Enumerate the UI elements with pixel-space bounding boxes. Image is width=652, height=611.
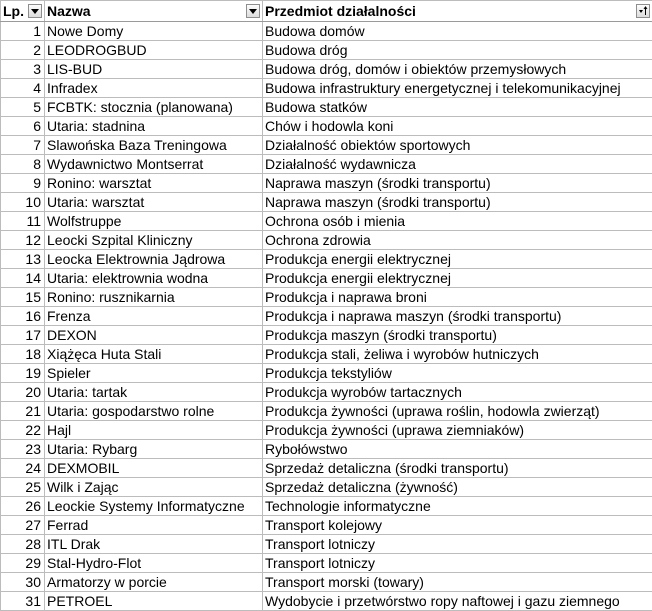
przedmiot-sort-filter-icon[interactable] <box>636 4 650 18</box>
cell-przedmiot[interactable]: Produkcja energii elektrycznej <box>263 250 652 269</box>
table-row <box>1 497 652 516</box>
cell-przedmiot[interactable]: Produkcja wyrobów tartacznych <box>263 383 652 402</box>
cell-przedmiot[interactable]: Produkcja energii elektrycznej <box>263 269 652 288</box>
table-row <box>1 79 652 98</box>
table-row <box>1 117 652 136</box>
cell-lp[interactable]: 25 <box>1 478 45 497</box>
cell-lp[interactable]: 27 <box>1 516 45 535</box>
cell-lp[interactable]: 23 <box>1 440 45 459</box>
cell-przedmiot[interactable]: Naprawa maszyn (środki transportu) <box>263 193 652 212</box>
cell-lp[interactable]: 28 <box>1 535 45 554</box>
table-row <box>1 573 652 592</box>
cell-przedmiot[interactable]: Technologie informatyczne <box>263 497 652 516</box>
cell-lp[interactable]: 29 <box>1 554 45 573</box>
cell-lp[interactable]: 11 <box>1 212 45 231</box>
cell-nazwa[interactable]: PETROEL <box>45 592 263 611</box>
table-row <box>1 440 652 459</box>
cell-nazwa[interactable]: Leocka Elektrownia Jądrowa <box>45 250 263 269</box>
cell-przedmiot[interactable]: Produkcja tekstyliów <box>263 364 652 383</box>
cell-lp[interactable]: 16 <box>1 307 45 326</box>
cell-przedmiot[interactable]: Produkcja żywności (uprawa ziemniaków) <box>263 421 652 440</box>
cell-lp[interactable]: 26 <box>1 497 45 516</box>
table-row <box>1 554 652 573</box>
nazwa-filter-dropdown-icon[interactable] <box>246 4 260 18</box>
cell-lp[interactable]: 13 <box>1 250 45 269</box>
column-header-przedmiot <box>263 1 652 22</box>
cell-nazwa[interactable]: Utaria: gospodarstwo rolne <box>45 402 263 421</box>
cell-przedmiot[interactable]: Transport lotniczy <box>263 554 652 573</box>
cell-lp[interactable]: 5 <box>1 98 45 117</box>
cell-nazwa[interactable]: Utaria: warsztat <box>45 193 263 212</box>
cell-lp[interactable]: 19 <box>1 364 45 383</box>
cell-nazwa[interactable]: Xiążęca Huta Stali <box>45 345 263 364</box>
cell-przedmiot[interactable]: Ochrona zdrowia <box>263 231 652 250</box>
header-row <box>1 1 652 22</box>
cell-przedmiot[interactable]: Chów i hodowla koni <box>263 117 652 136</box>
cell-nazwa[interactable]: Utaria: tartak <box>45 383 263 402</box>
cell-lp[interactable]: 10 <box>1 193 45 212</box>
cell-lp[interactable]: 15 <box>1 288 45 307</box>
table-row <box>1 592 652 611</box>
cell-przedmiot[interactable]: Budowa dróg, domów i obiektów przemysłowych <box>263 60 652 79</box>
cell-nazwa[interactable]: LEODROGBUD <box>45 41 263 60</box>
cell-przedmiot[interactable]: Produkcja i naprawa maszyn (środki transportu) <box>263 307 652 326</box>
table-row <box>1 535 652 554</box>
cell-przedmiot[interactable]: Budowa statków <box>263 98 652 117</box>
cell-przedmiot[interactable]: Wydobycie i przetwórstwo ropy naftowej i gazu ziemnego <box>263 592 652 611</box>
cell-lp[interactable]: 21 <box>1 402 45 421</box>
cell-nazwa[interactable]: Wilk i Zając <box>45 478 263 497</box>
cell-nazwa[interactable]: Leockie Systemy Informatyczne <box>45 497 263 516</box>
cell-przedmiot[interactable]: Transport kolejowy <box>263 516 652 535</box>
cell-lp[interactable]: 1 <box>1 22 45 41</box>
cell-przedmiot[interactable]: Rybołówstwo <box>263 440 652 459</box>
column-header-nazwa <box>45 1 263 22</box>
cell-nazwa[interactable]: DEXMOBIL <box>45 459 263 478</box>
table-row <box>1 193 652 212</box>
table-row <box>1 22 652 41</box>
table-row <box>1 231 652 250</box>
cell-nazwa[interactable]: ITL Drak <box>45 535 263 554</box>
table-row <box>1 136 652 155</box>
table-row <box>1 269 652 288</box>
table-row <box>1 421 652 440</box>
cell-lp[interactable]: 3 <box>1 60 45 79</box>
cell-przedmiot[interactable]: Produkcja stali, żeliwa i wyrobów hutniczych <box>263 345 652 364</box>
cell-nazwa[interactable]: FCBTK: stocznia (planowana) <box>45 98 263 117</box>
cell-nazwa[interactable]: Slawońska Baza Treningowa <box>45 136 263 155</box>
cell-lp[interactable]: 9 <box>1 174 45 193</box>
cell-nazwa[interactable]: Utaria: stadnina <box>45 117 263 136</box>
cell-lp[interactable]: 30 <box>1 573 45 592</box>
cell-nazwa[interactable]: Ferrad <box>45 516 263 535</box>
cell-lp[interactable]: 7 <box>1 136 45 155</box>
cell-lp[interactable]: 2 <box>1 41 45 60</box>
lp-filter-dropdown-icon[interactable] <box>28 4 42 18</box>
cell-nazwa[interactable]: DEXON <box>45 326 263 345</box>
table-row <box>1 364 652 383</box>
cell-nazwa[interactable]: Ronino: rusznikarnia <box>45 288 263 307</box>
column-header-przedmiot-label: Przedmiot działalności <box>265 2 416 21</box>
cell-przedmiot[interactable]: Produkcja i naprawa broni <box>263 288 652 307</box>
cell-lp[interactable]: 31 <box>1 592 45 611</box>
column-header-lp <box>1 1 45 22</box>
table-row <box>1 459 652 478</box>
cell-nazwa[interactable]: Wolfstruppe <box>45 212 263 231</box>
cell-lp[interactable]: 4 <box>1 79 45 98</box>
table-row <box>1 155 652 174</box>
cell-przedmiot[interactable]: Produkcja żywności (uprawa roślin, hodowla zwierząt) <box>263 402 652 421</box>
cell-lp[interactable]: 22 <box>1 421 45 440</box>
table-row <box>1 478 652 497</box>
column-header-nazwa-label: Nazwa <box>47 2 91 21</box>
table-row <box>1 174 652 193</box>
cell-nazwa[interactable]: Utaria: elektrownia wodna <box>45 269 263 288</box>
cell-nazwa[interactable]: Wydawnictwo Montserrat <box>45 155 263 174</box>
cell-nazwa[interactable]: Armatorzy w porcie <box>45 573 263 592</box>
cell-przedmiot[interactable]: Produkcja maszyn (środki transportu) <box>263 326 652 345</box>
cell-nazwa[interactable]: Leocki Szpital Kliniczny <box>45 231 263 250</box>
table-row <box>1 288 652 307</box>
cell-przedmiot[interactable]: Budowa domów <box>263 22 652 41</box>
cell-nazwa[interactable]: LIS-BUD <box>45 60 263 79</box>
table-body <box>1 22 652 611</box>
cell-przedmiot[interactable]: Działalność wydawnicza <box>263 155 652 174</box>
cell-lp[interactable]: 17 <box>1 326 45 345</box>
table-row <box>1 98 652 117</box>
cell-przedmiot[interactable]: Naprawa maszyn (środki transportu) <box>263 174 652 193</box>
cell-przedmiot[interactable]: Sprzedaż detaliczna (środki transportu) <box>263 459 652 478</box>
table-row <box>1 326 652 345</box>
cell-lp[interactable]: 14 <box>1 269 45 288</box>
cell-nazwa[interactable]: Utaria: Rybarg <box>45 440 263 459</box>
table-row <box>1 41 652 60</box>
cell-przedmiot[interactable]: Działalność obiektów sportowych <box>263 136 652 155</box>
cell-przedmiot[interactable]: Transport lotniczy <box>263 535 652 554</box>
cell-lp[interactable]: 8 <box>1 155 45 174</box>
cell-lp[interactable]: 18 <box>1 345 45 364</box>
table-row <box>1 60 652 79</box>
cell-lp[interactable]: 6 <box>1 117 45 136</box>
cell-nazwa[interactable]: Hajl <box>45 421 263 440</box>
table-row <box>1 383 652 402</box>
cell-przedmiot[interactable]: Ochrona osób i mienia <box>263 212 652 231</box>
cell-nazwa[interactable]: Infradex <box>45 79 263 98</box>
table-row <box>1 212 652 231</box>
table-row <box>1 345 652 364</box>
table-row <box>1 307 652 326</box>
cell-lp[interactable]: 24 <box>1 459 45 478</box>
cell-przedmiot[interactable]: Sprzedaż detaliczna (żywność) <box>263 478 652 497</box>
cell-nazwa[interactable]: Spieler <box>45 364 263 383</box>
cell-przedmiot[interactable]: Transport morski (towary) <box>263 573 652 592</box>
cell-nazwa[interactable]: Nowe Domy <box>45 22 263 41</box>
column-header-lp-label: Lp. <box>3 2 24 21</box>
cell-przedmiot[interactable]: Budowa infrastruktury energetycznej i telekomunikacyjnej <box>263 79 652 98</box>
table-row <box>1 516 652 535</box>
cell-lp[interactable]: 12 <box>1 231 45 250</box>
table-row <box>1 402 652 421</box>
cell-przedmiot[interactable]: Budowa dróg <box>263 41 652 60</box>
cell-nazwa[interactable]: Ronino: warsztat <box>45 174 263 193</box>
cell-nazwa[interactable]: Frenza <box>45 307 263 326</box>
cell-lp[interactable]: 20 <box>1 383 45 402</box>
cell-nazwa[interactable]: Stal-Hydro-Flot <box>45 554 263 573</box>
table-row <box>1 250 652 269</box>
